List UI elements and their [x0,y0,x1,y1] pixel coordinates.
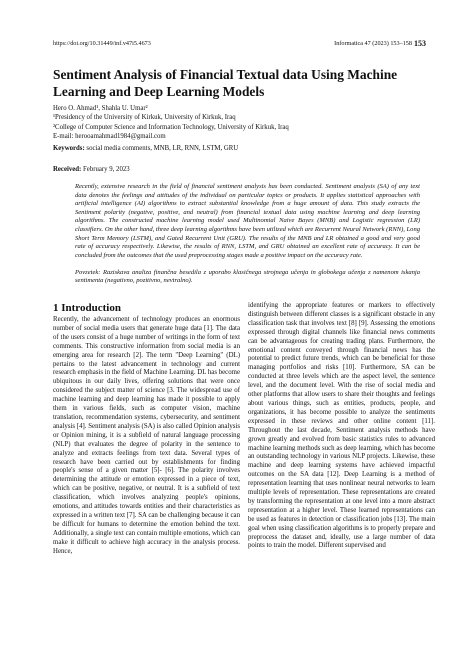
keywords [53,145,238,152]
povzetek-text: Povzetek: Raziskava analiza finančna besedila z uporabo klasičnega strojnega učenja in globokega učenja z namenom iskanja sentimenta (negativno, pozitivno, nevtralno). [75,268,420,285]
received-date [53,166,130,173]
section-heading-introduction: 1 Introduction [53,302,121,314]
author-email[interactable]: E-mail: herooamahmad1984@gmail.com [53,133,166,141]
affiliation-2: ²College of Computer Science and Information Technology, University of Kirkuk, Iraq [53,123,289,131]
received-label: Received: [53,166,82,173]
running-header [53,40,424,50]
keywords-value: social media comments, MNB, LR, RNN, LSTM, GRU [86,145,239,152]
page-number: 153 [414,39,426,48]
paper-title: Sentiment Analysis of Financial Textual data Using Machine Learning and Deep Learning Models [53,67,398,99]
journal-citation: Informatica 47 (2023) 153–158 [334,40,412,47]
intro-paragraph-left: Recently, the advancement of technology produces an enormous number of social media users that generate huge data [1]. The data of the users consist of a huge number of writings in the form of text comments. This constructive information from social media is an emerging area for research [2]. The term "Deep Learning" (DL) pertains to the latest advancement in technology and current research emphasis in the field of Machine Learning. DL has become ubiquitous in our daily lives, offering solutions that were once considered the subject matter of science [3. The widespread use of machine learning and deep learning has made it possible to apply them in various fields, such as computer vision, machine translation, recommendation systems, cybersecurity, and sentiment analysis [4]. Sentiment analysis (SA) is also called Opinion analysis or Opinion mining, it is a subfield of natural language processing (NLP) that evaluates the degree of polarity in the sentence to analyze and extracts feelings from text data. Several types of research have been carried out by establishments for finding people's sense of a given matter [5]- [6]. The polarity involves determining the attitude or emotion expressed in a piece of text, which can be positive, negative, or neutral. It is a subfield of text classification, which involves analyzing people's opinions, emotions, and attitudes towards entities and their characteristics as expressed in a written text [7]. SA can be challenging because it can be difficult for humans to determine the emotion behind the text. Additionally, a single text can contain multiple emotions, which can make it difficult to achieve high accuracy in the analysis process. Hence, [53,316,240,555]
author-block [53,104,289,142]
received-value: February 9, 2023 [83,166,130,173]
author-names: Hero O. Ahmad¹, Shahla U. Umar² [53,105,148,112]
abstract-text: Recently, extensive research in the field of financial sentiment analysis has been conducted. Sentiment analysis (SA) of any text data denotes the feelings and attitudes of the individual on particular topics or products. It applies statistical approaches with artificial intelligence (AI) algorithms to extract substantial knowledge from a huge amount of data. This study extracts the Sentiment polarity (negative, positive, and neutral) from financial textual data using machine learning and deep learning algorithms. The constructed machine learning model used Multinomial Naive Bayes (MNB) and Logistic regression (LR) classifiers. On the other hand, three deep learning algorithms have been utilized which are Recurrent Neural Network (RNN), Long Short Term Memory (LSTM), and Gated Recurrent Unit (GRU). The results of the MNB and LR obtained a good and very good rate of accuracy respectively. Likewise, the results of RNN, LSTM, and GRU obtained an excellent rate of accuracy. It can be concluded from the outcomes that the used preprocessing stages made a positive impact on the accuracy rate. [75,183,420,259]
body-column-left [53,316,240,556]
povzetek [75,262,420,292]
keywords-label: Keywords: [53,145,85,152]
abstract [75,183,420,260]
body-column-right [248,302,435,551]
doi-link[interactable]: https://doi.org/10.31449/inf.v47i5.4673 [53,40,151,47]
affiliation-1: ¹Presidency of the University of Kirkuk, University of Kirkuk, Iraq [53,114,236,122]
intro-paragraph-right: identifying the appropriate features or markers to effectively distinguish between different classes is a significant obstacle in any classification task that involves text [8] [9]. Assessing the emotions expressed through digital channels like financial news comments can be advantageous for creating trading plans. Furthermore, the emotional content conveyed through financial news has the potential to predict future trends, which can be beneficial for those managing portfolios and risks [10]. Furthermore, SA can be conducted at three levels which are the aspect level, the sentence level, and the document level. With the rise of social media and other platforms that allow users to share their thoughts and feelings about various things, such as entities, products, people, and organizations, it has become possible to analyze the sentiments expressed in these reviews and other online content [11]. Throughout the last decade, Sentiment analysis methods have grown greatly and evolved from basic statistics rules to advanced machine learning methods such as deep learning, which has become an outstanding technology in various NLP projects. Likewise, these machine and deep learning systems have achieved impactful outcomes on the SA data [12]. Deep Learning is a method of representation learning that uses nonlinear neural networks to learn multiple levels of representation. These representations are created by transforming the representation at one level into a more abstract representation at a higher level. These learned representations can be used as features in detection or classification jobs [13]. The main goal when using classification algorithms is to properly prepare and preprocess the dataset and, ideally, use a large number of data points to train the model. Different supervised and [248,302,435,550]
